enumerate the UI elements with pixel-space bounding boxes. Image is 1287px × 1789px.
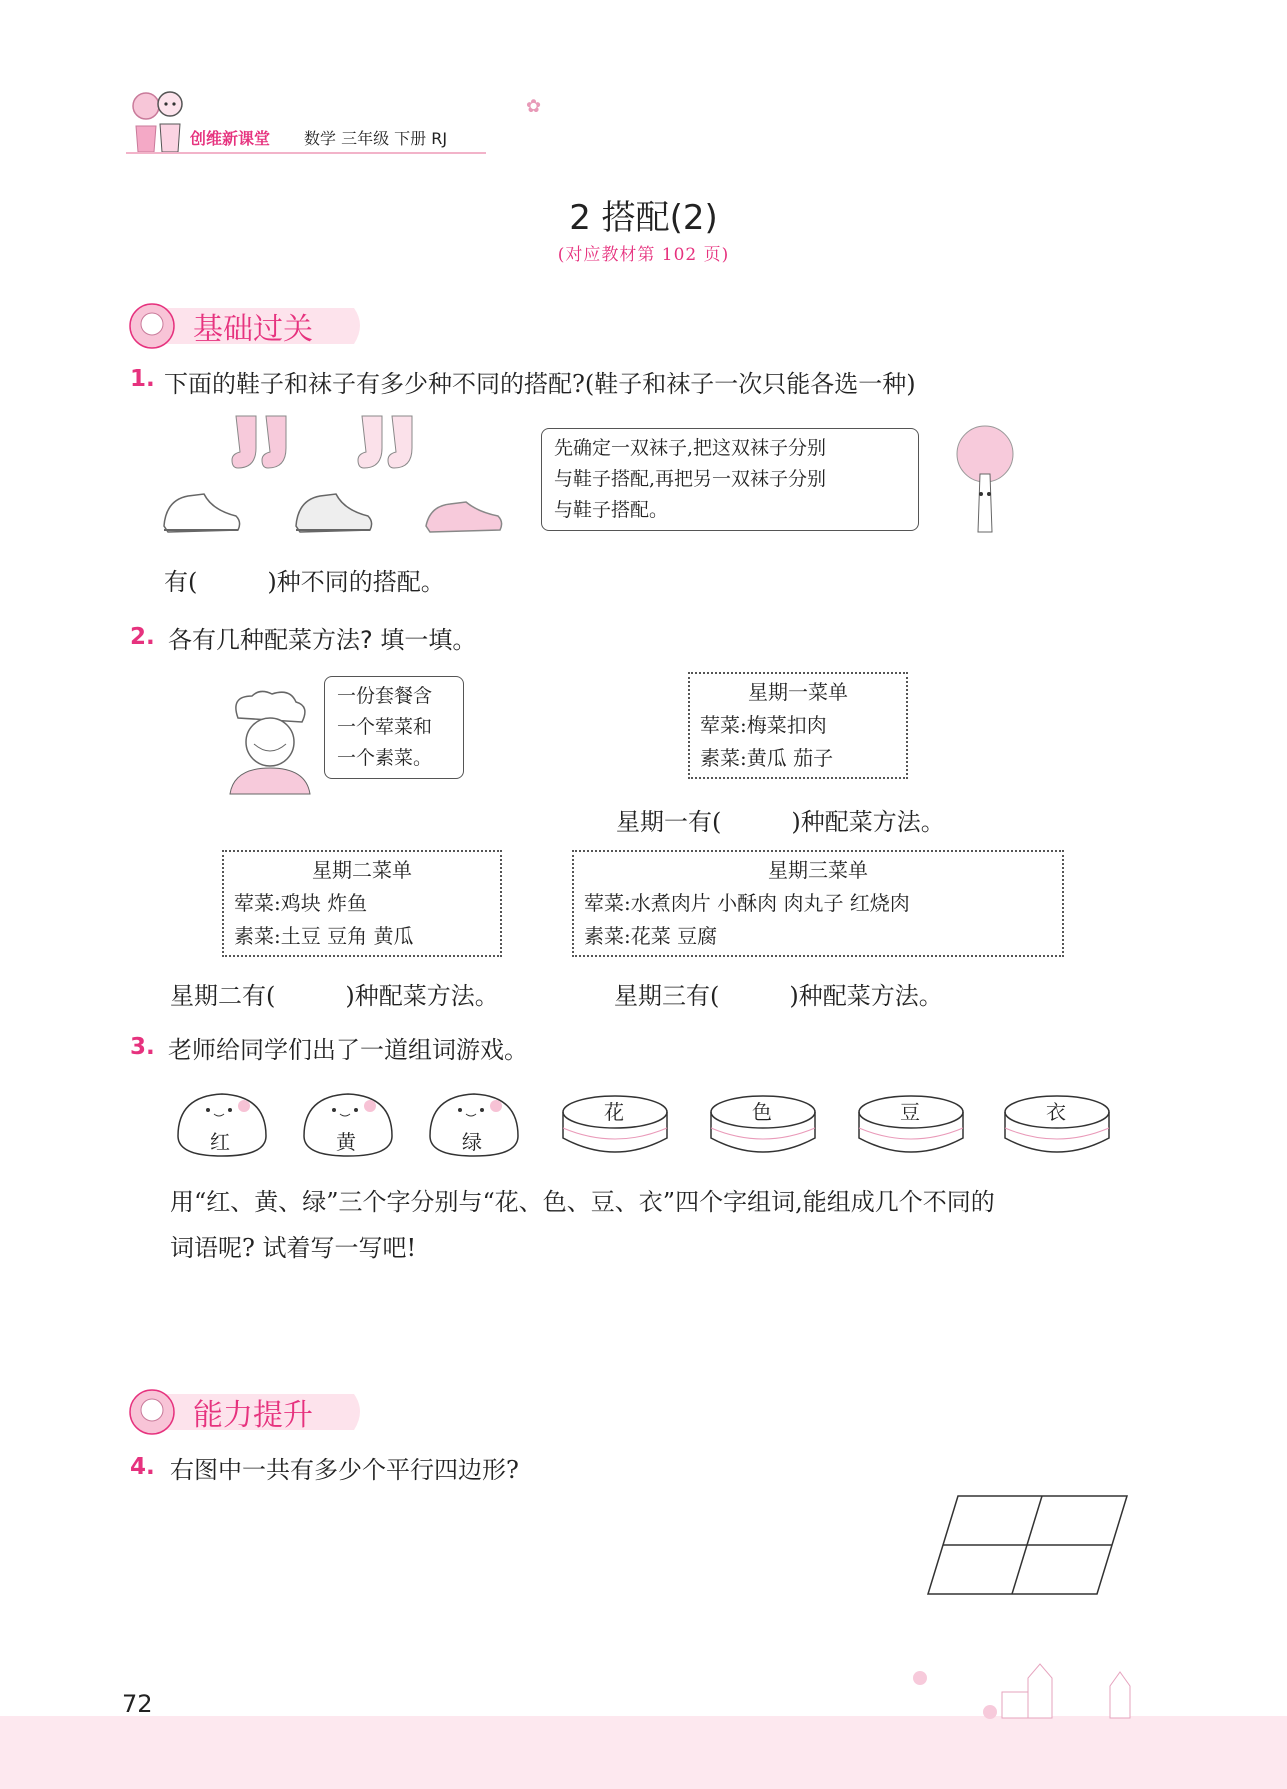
header-rule (126, 152, 486, 156)
lid-3-char: 豆 (900, 1100, 920, 1124)
chef-illustration (224, 688, 316, 796)
menu-tuesday-veg: 素菜:土豆 豆角 黄瓜 (234, 924, 414, 948)
castle-decoration-icon (880, 1648, 1170, 1720)
socks-pair-1-icon (228, 412, 304, 474)
q2-answer-tuesday-suffix: )种配菜方法。 (345, 982, 499, 1010)
menu-wednesday-veg: 素菜:花菜 豆腐 (584, 924, 718, 948)
chef-line-1: 一份套餐含 (337, 685, 433, 707)
q1-answer-suffix: )种不同的搭配。 (267, 568, 445, 596)
q1-hint-line-1: 先确定一双袜子,把这双袜子分别 (554, 437, 827, 459)
q3-answer-area[interactable] (170, 1270, 1130, 1390)
q2-answer-monday-suffix: )种配菜方法。 (791, 808, 945, 836)
header-subject-info: 数学 三年级 下册 RJ (304, 129, 448, 148)
dumpling-2-char: 黄 (336, 1130, 356, 1154)
q1-answer-line (164, 562, 445, 597)
header-kids-illustration (126, 86, 190, 156)
lid-2 (704, 1090, 822, 1164)
page-title: 2 搭配(2) (569, 198, 718, 238)
dumpling-2 (298, 1088, 398, 1160)
section-title-basic: 基础过关 (193, 312, 313, 347)
question-3-body-line-1: 用“红、黄、绿”三个字分别与“花、色、豆、衣”四个字组词,能组成几个不同的 (170, 1188, 995, 1216)
q2-answer-wednesday (614, 976, 943, 1011)
dumpling-3-char: 绿 (462, 1130, 482, 1154)
question-1-text: 下面的鞋子和袜子有多少种不同的搭配?(鞋子和袜子一次只能各选一种) (164, 370, 916, 398)
question-3-text: 老师给同学们出了一道组词游戏。 (168, 1036, 528, 1064)
dumpling-1 (172, 1088, 272, 1160)
lid-2-char: 色 (752, 1100, 772, 1124)
q1-answer-prefix: 有( (164, 568, 198, 596)
menu-wednesday-title: 星期三菜单 (768, 858, 868, 882)
menu-monday-veg: 素菜:黄瓜 茄子 (700, 746, 834, 770)
dumpling-1-char: 红 (210, 1130, 230, 1154)
q1-hint-line-2: 与鞋子搭配,再把另一双袜子分别 (554, 468, 827, 490)
chef-speech-bubble (324, 676, 464, 779)
q2-answer-tuesday-prefix: 星期二有( (170, 982, 276, 1010)
parallelogram-figure (924, 1492, 1130, 1600)
q2-answer-monday (616, 802, 945, 837)
menu-monday-title: 星期一菜单 (748, 680, 848, 704)
menu-tuesday-title: 星期二菜单 (312, 858, 412, 882)
shoe-2-icon (290, 486, 376, 540)
shoe-1-icon (158, 486, 244, 540)
menu-monday-meat: 荤菜:梅菜扣肉 (700, 713, 827, 737)
section-title-ability: 能力提升 (193, 1398, 313, 1433)
menu-wednesday (572, 850, 1064, 957)
shoe-3-icon (420, 486, 506, 540)
lid-1-char: 花 (604, 1100, 624, 1124)
q1-hint-bubble (541, 428, 919, 531)
chef-line-2: 一个荤菜和 (337, 716, 433, 738)
question-3-body-line-2: 词语呢? 试着写一写吧! (170, 1234, 417, 1262)
dumpling-3 (424, 1088, 524, 1160)
chef-line-3: 一个素菜。 (337, 747, 433, 769)
lid-3 (852, 1090, 970, 1164)
question-2-number: 2. (130, 624, 155, 650)
q2-answer-wednesday-suffix: )种配菜方法。 (789, 982, 943, 1010)
menu-tuesday (222, 850, 502, 957)
q1-hint-line-3: 与鞋子搭配。 (554, 499, 669, 521)
menu-tuesday-meat: 荤菜:鸡块 炸鱼 (234, 891, 368, 915)
menu-monday (688, 672, 908, 779)
question-4-number: 4. (130, 1454, 155, 1480)
header-brand: 创维新课堂 (190, 129, 271, 148)
q2-answer-monday-prefix: 星期一有( (616, 808, 722, 836)
question-3-number: 3. (130, 1034, 155, 1060)
page-title-reference: (对应教材第 102 页) (557, 245, 730, 265)
tree-character-illustration (940, 424, 1030, 536)
flower-icon: ✿ (526, 96, 542, 117)
page-number: 72 (122, 1690, 153, 1718)
question-2-text: 各有几种配菜方法? 填一填。 (168, 626, 477, 654)
socks-pair-2-icon (354, 412, 430, 474)
q2-answer-wednesday-prefix: 星期三有( (614, 982, 720, 1010)
footer-band (0, 1716, 1287, 1789)
question-1-number: 1. (130, 366, 155, 392)
lid-4-char: 衣 (1046, 1100, 1066, 1124)
question-4-text: 右图中一共有多少个平行四边形? (170, 1456, 519, 1484)
menu-wednesday-meat: 荤菜:水煮肉片 小酥肉 肉丸子 红烧肉 (584, 891, 910, 915)
lid-1 (556, 1090, 674, 1164)
q2-answer-tuesday (170, 976, 499, 1011)
lid-4 (998, 1090, 1116, 1164)
